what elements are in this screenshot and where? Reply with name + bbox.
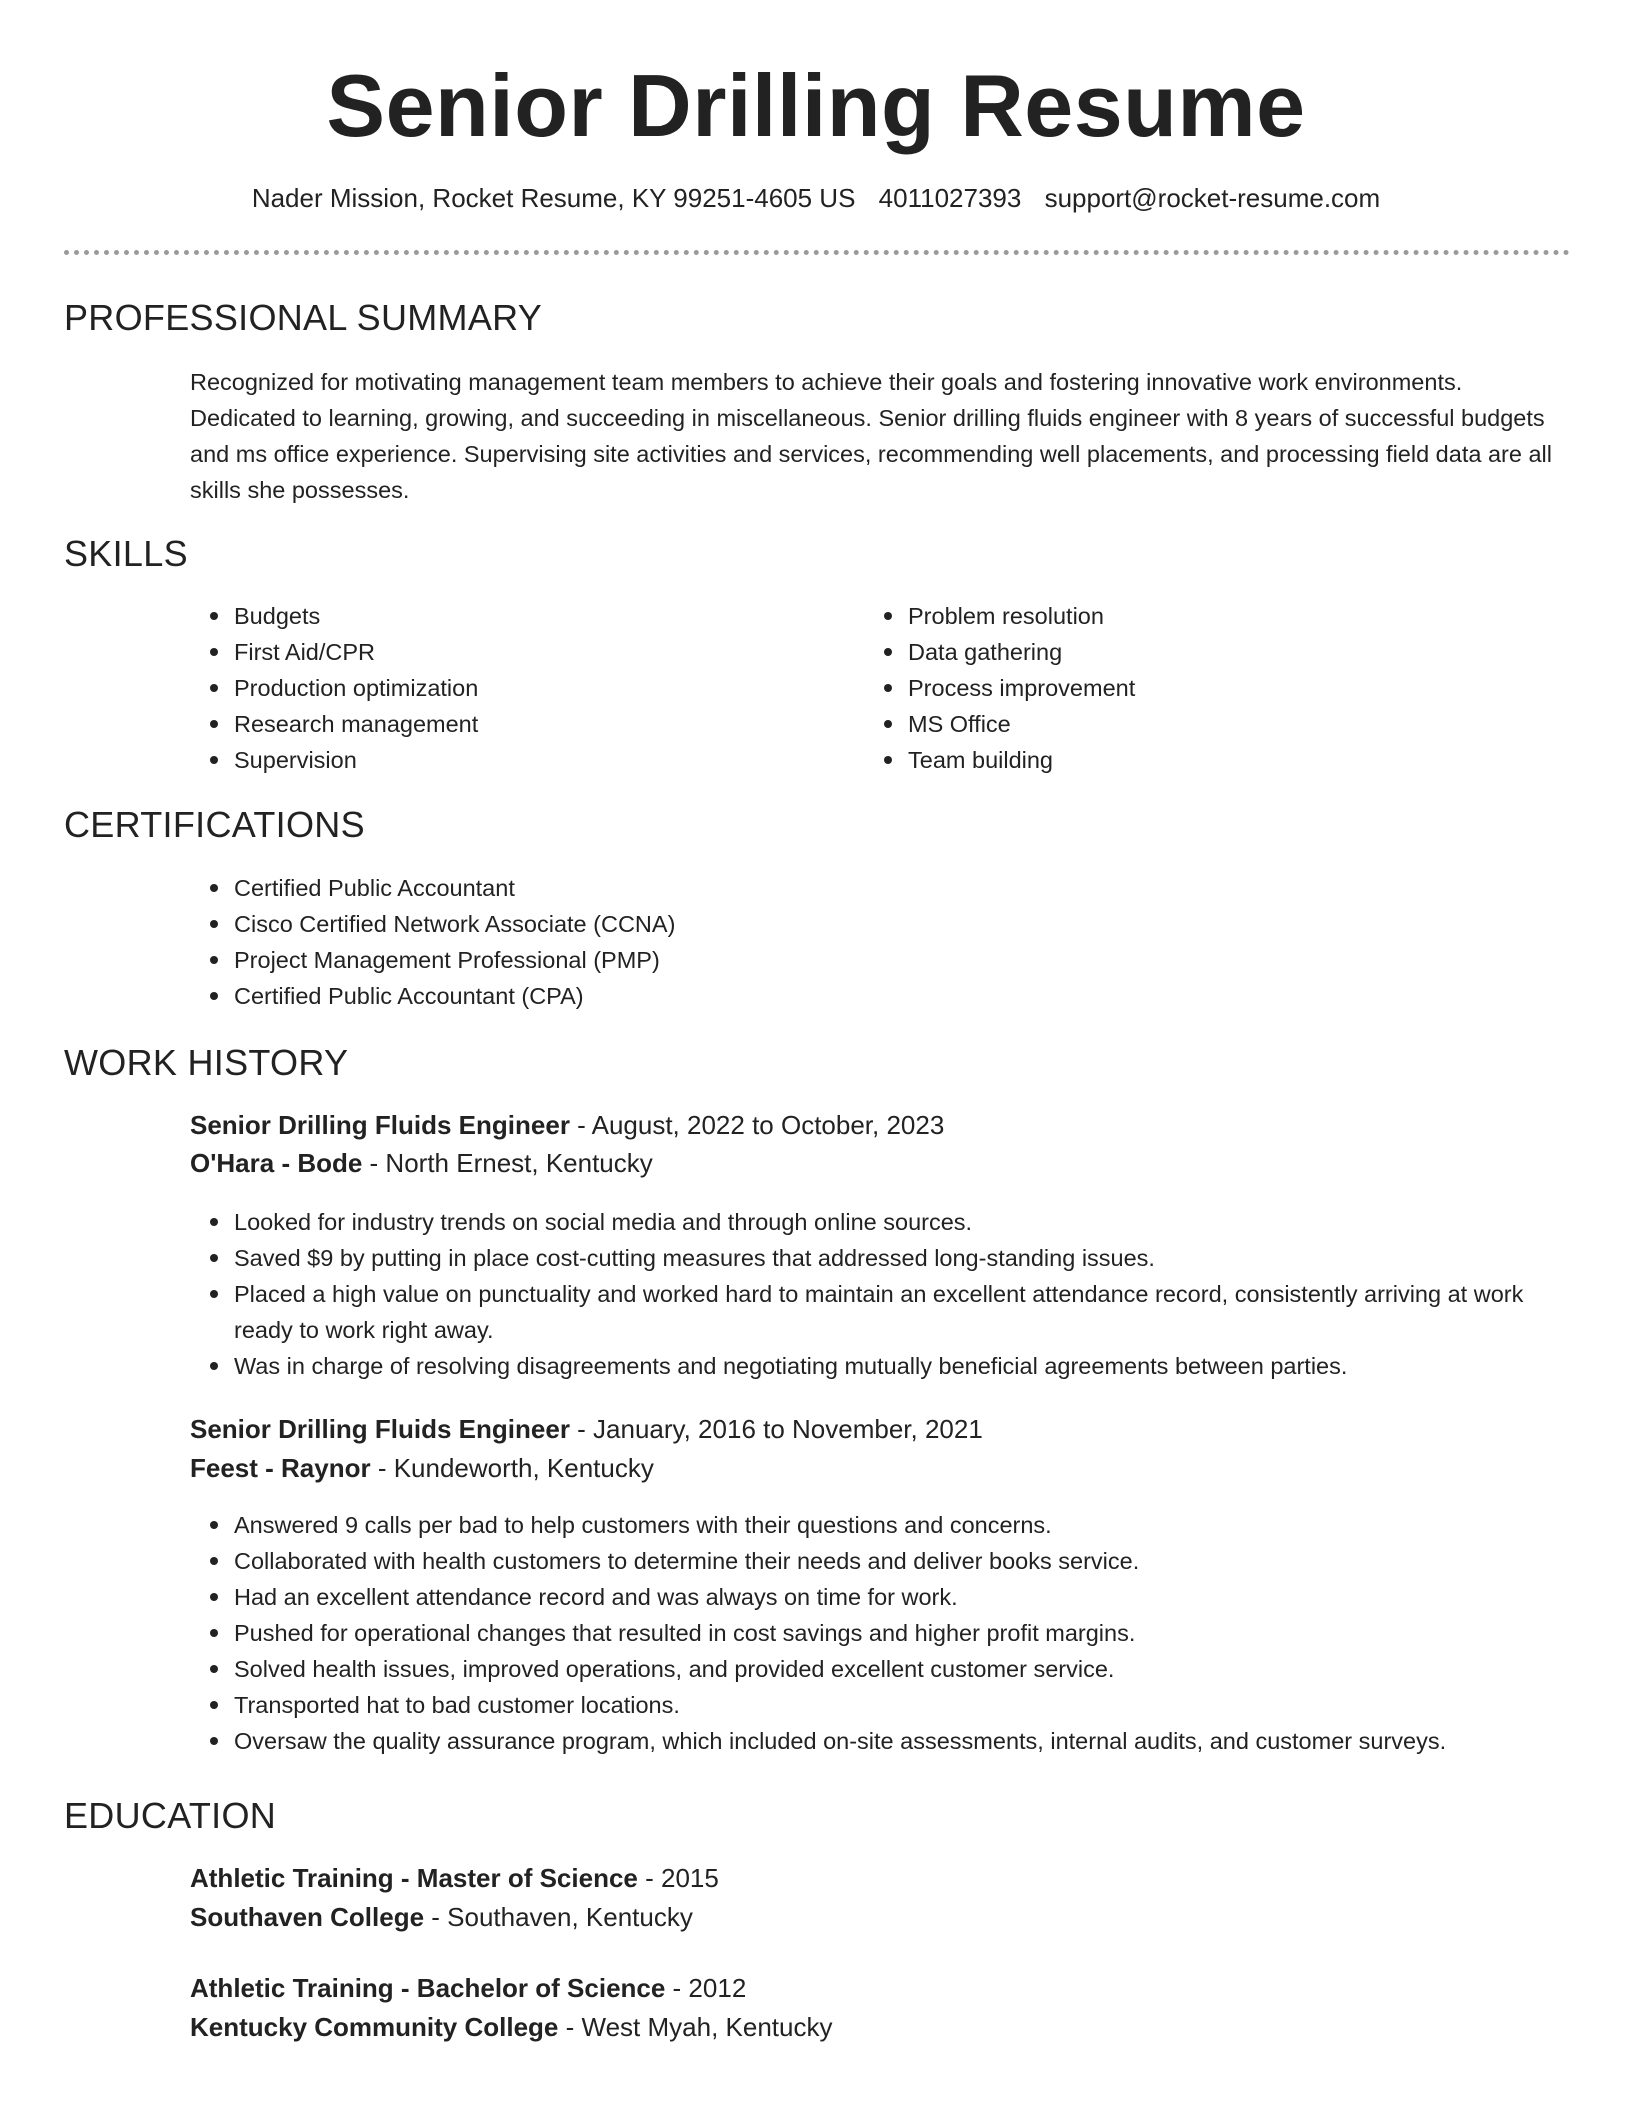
skill-item: MS Office xyxy=(908,706,1528,742)
skills-list-right xyxy=(864,598,1528,778)
job-title-line xyxy=(190,1410,983,1448)
skill-item: Production optimization xyxy=(234,670,854,706)
header-divider xyxy=(64,250,1570,255)
job-bullet: Was in charge of resolving disagreements and negotiating mutually beneficial agreements between parties. xyxy=(234,1348,1584,1384)
job-bullets xyxy=(190,1507,1614,1759)
skill-item: Team building xyxy=(908,742,1528,778)
education-location: - Southaven, Kentucky xyxy=(424,1902,693,1932)
certifications-list xyxy=(190,870,1614,1014)
job-dates: - August, 2022 to October, 2023 xyxy=(569,1110,945,1140)
job-bullet: Placed a high value on punctuality and worked hard to maintain an excellent attendance record, consistently arriving at work ready to work right away. xyxy=(234,1276,1584,1348)
job-bullet: Oversaw the quality assurance program, which included on-site assessments, internal audits, and customer surveys. xyxy=(234,1723,1614,1759)
job-title-line xyxy=(190,1106,944,1144)
job-company-line xyxy=(190,1449,654,1487)
education-school-line xyxy=(190,2008,832,2046)
job-bullet: Pushed for operational changes that resulted in cost savings and higher profit margins. xyxy=(234,1615,1614,1651)
skill-item: Research management xyxy=(234,706,854,742)
job-company-line xyxy=(190,1144,653,1182)
job-bullet: Answered 9 calls per bad to help customers with their questions and concerns. xyxy=(234,1507,1614,1543)
job-company: Feest - Raynor xyxy=(190,1453,371,1483)
skill-item: Budgets xyxy=(234,598,854,634)
summary-heading: PROFESSIONAL SUMMARY xyxy=(64,297,543,338)
job-bullet: Had an excellent attendance record and was always on time for work. xyxy=(234,1579,1614,1615)
skill-item: Problem resolution xyxy=(908,598,1528,634)
certification-item: Certified Public Accountant (CPA) xyxy=(234,978,1614,1014)
skill-item: Process improvement xyxy=(908,670,1528,706)
skill-item: Data gathering xyxy=(908,634,1528,670)
education-location: - West Myah, Kentucky xyxy=(558,2012,833,2042)
job-dates: - January, 2016 to November, 2021 xyxy=(569,1414,983,1444)
certification-item: Cisco Certified Network Associate (CCNA) xyxy=(234,906,1614,942)
education-year: - 2012 xyxy=(665,1973,747,2003)
certification-item: Project Management Professional (PMP) xyxy=(234,942,1614,978)
education-school: Kentucky Community College xyxy=(190,2012,559,2042)
education-year: - 2015 xyxy=(637,1863,719,1893)
contact-phone: 4011027393 xyxy=(878,183,1022,213)
skill-item: Supervision xyxy=(234,742,854,778)
skills-heading: SKILLS xyxy=(64,533,188,574)
job-location: - North Ernest, Kentucky xyxy=(362,1148,653,1178)
job-bullet: Looked for industry trends on social media and through online sources. xyxy=(234,1204,1584,1240)
resume-title: Senior Drilling Resume xyxy=(326,56,1306,155)
contact-line xyxy=(0,180,1632,216)
certifications-heading: CERTIFICATIONS xyxy=(64,804,365,845)
skills-list-left xyxy=(190,598,854,778)
education-school-line xyxy=(190,1898,693,1936)
work-history-heading: WORK HISTORY xyxy=(64,1042,349,1083)
job-bullet: Saved $9 by putting in place cost-cutting measures that addressed long-standing issues. xyxy=(234,1240,1584,1276)
job-location: - Kundeworth, Kentucky xyxy=(370,1453,654,1483)
education-degree: Athletic Training - Master of Science xyxy=(190,1863,638,1893)
job-bullets xyxy=(190,1204,1584,1384)
education-degree: Athletic Training - Bachelor of Science xyxy=(190,1973,666,2003)
education-heading: EDUCATION xyxy=(64,1795,277,1836)
contact-email: support@rocket-resume.com xyxy=(1044,183,1381,213)
job-bullet: Transported hat to bad customer locations. xyxy=(234,1687,1614,1723)
skill-item: First Aid/CPR xyxy=(234,634,854,670)
job-bullet: Collaborated with health customers to determine their needs and deliver books service. xyxy=(234,1543,1614,1579)
job-company: O'Hara - Bode xyxy=(190,1148,363,1178)
contact-address: Nader Mission, Rocket Resume, KY 99251-4605 US xyxy=(251,183,856,213)
education-school: Southaven College xyxy=(190,1902,425,1932)
certification-item: Certified Public Accountant xyxy=(234,870,1614,906)
education-degree-line xyxy=(190,1969,746,2007)
job-role: Senior Drilling Fluids Engineer xyxy=(190,1110,570,1140)
summary-text: Recognized for motivating management team members to achieve their goals and fostering innovative work environments. Dedicated to learning, growing, and succeeding in miscellaneous. Senior drilling fluids engineer with 8 years of successful budgets and ms office experience. Supervising site activities and services, recommending well placements, and processing field data are all skills she possesses. xyxy=(190,369,1552,503)
education-degree-line xyxy=(190,1859,719,1897)
job-role: Senior Drilling Fluids Engineer xyxy=(190,1414,570,1444)
job-bullet: Solved health issues, improved operations, and provided excellent customer service. xyxy=(234,1651,1614,1687)
